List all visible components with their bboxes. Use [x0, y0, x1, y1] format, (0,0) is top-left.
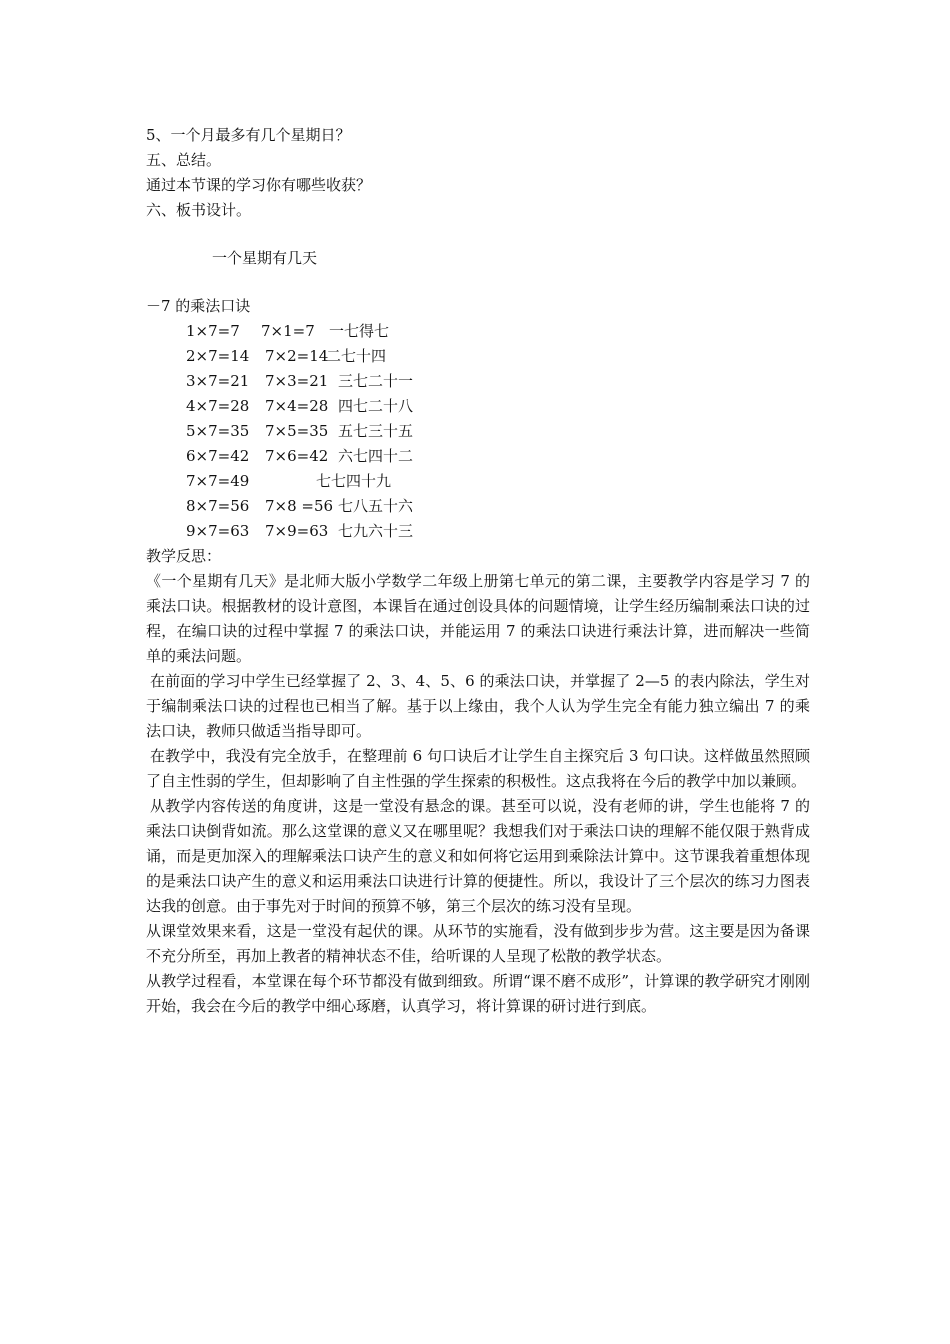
table-row: [146, 419, 810, 444]
reflection-paragraph: 从课堂效果来看，这是一堂没有起伏的课。从环节的实施看，没有做到步步为营。这主要是因为备课不充分所至，再加上教者的精神状态不佳，给听课的人呈现了松散的教学状态。: [146, 922, 810, 965]
reflection-paragraph: 《一个星期有几天》是北师大版小学数学二年级上册第七单元的第二课，主要教学内容是学习 7 的乘法口诀。根据教材的设计意图，本课旨在通过创设具体的问题情境，让学生经历编制乘法口诀的过程，在编口诀的过程中掌握 7 的乘法口诀，并能运用 7 的乘法口诀进行乘法计算，进而解决一些简单的乘法问题。: [146, 572, 810, 665]
reflection-paragraph: 从教学过程看，本堂课在每个环节都没有做到细致。所谓“课不磨不成形”，计算课的教学研究才刚刚开始，我会在今后的教学中细心琢磨，认真学习，将计算课的研讨进行到底。: [146, 972, 810, 1015]
table-row: [146, 369, 810, 394]
table-row: [146, 394, 810, 419]
reflection-heading: 教学反思：: [146, 547, 222, 565]
table-row: [146, 444, 810, 469]
rhyme: 二七十四: [326, 347, 387, 365]
rhyme: 一七得七: [329, 322, 390, 340]
equation-right: 7×8 =56: [265, 497, 334, 515]
equation-left: 7×7=49: [186, 472, 250, 490]
reflection-paragraph: 在前面的学习中学生已经掌握了 2、3、4、5、6 的乘法口诀，并掌握了 2—5 的表内除法，学生对于编制乘法口诀的过程也已相当了解。基于以上缘由，我个人认为学生完全有能力独立编出 7 的乘法口诀，教师只做适当指导即可。: [146, 672, 810, 740]
rhyme: 四七二十八: [338, 397, 414, 415]
section-summary-heading: 五、总结。: [146, 151, 222, 169]
equation-left: 3×7=21: [186, 372, 250, 390]
rhyme: 五七三十五: [338, 422, 414, 440]
equation-left: 2×7=14: [186, 347, 250, 365]
reflection-paragraph: 从教学内容传送的角度讲，这是一堂没有悬念的课。甚至可以说，没有老师的讲，学生也能将 7 的乘法口诀倒背如流。那么这堂课的意义又在哪里呢？我想我们对于乘法口诀的理解不能仅限于熟背成诵，而是更加深入的理解乘法口诀产生的意义和如何将它运用到乘除法计算中。这节课我着重想体现的是乘法口诀产生的意义和运用乘法口诀进行计算的便捷性。所以，我设计了三个层次的练习力图表达我的创意。由于事先对于时间的预算不够，第三个层次的练习没有呈现。: [146, 797, 810, 915]
rhyme: 六七四十二: [338, 447, 414, 465]
equation-right: 7×4=28: [265, 397, 329, 415]
question-5: 5、一个月最多有几个星期日？: [146, 126, 351, 144]
equation-right: 7×9=63: [265, 522, 329, 540]
rhyme: 七七四十九: [316, 472, 392, 490]
equation-right: 7×6=42: [265, 447, 329, 465]
rhyme: 七九六十三: [338, 522, 414, 540]
document-body: [146, 123, 810, 1019]
board-subtitle: －7 的乘法口诀: [146, 297, 251, 315]
rhyme: 七八五十六: [338, 497, 414, 515]
equation-right: 7×1=7: [261, 322, 315, 340]
table-row: [146, 319, 810, 344]
equation-left: 4×7=28: [186, 397, 250, 415]
reflection-paragraph: 在教学中，我没有完全放手，在整理前 6 句口诀后才让学生自主探究后 3 句口诀。这样做虽然照顾了自主性弱的学生，但却影响了自主性强的学生探索的积极性。这点我将在今后的教学中加以兼顾。: [146, 747, 810, 790]
equation-left: 9×7=63: [186, 522, 250, 540]
board-title: 一个星期有几天: [212, 249, 318, 267]
summary-question: 通过本节课的学习你有哪些收获？: [146, 176, 372, 194]
table-row: [146, 494, 810, 519]
equation-left: 5×7=35: [186, 422, 250, 440]
equation-right: 7×3=21: [265, 372, 329, 390]
equation-left: 8×7=56: [186, 497, 250, 515]
section-board-design-heading: 六、板书设计。: [146, 201, 252, 219]
equation-right: 7×5=35: [265, 422, 329, 440]
equation-left: 1×7=7: [186, 322, 240, 340]
equation-left: 6×7=42: [186, 447, 250, 465]
rhyme: 三七二十一: [338, 372, 414, 390]
equation-right: 7×2=14: [265, 347, 329, 365]
table-row: [146, 519, 810, 544]
table-row: [146, 344, 810, 369]
multiplication-table: [146, 319, 810, 544]
table-row: [146, 469, 810, 494]
